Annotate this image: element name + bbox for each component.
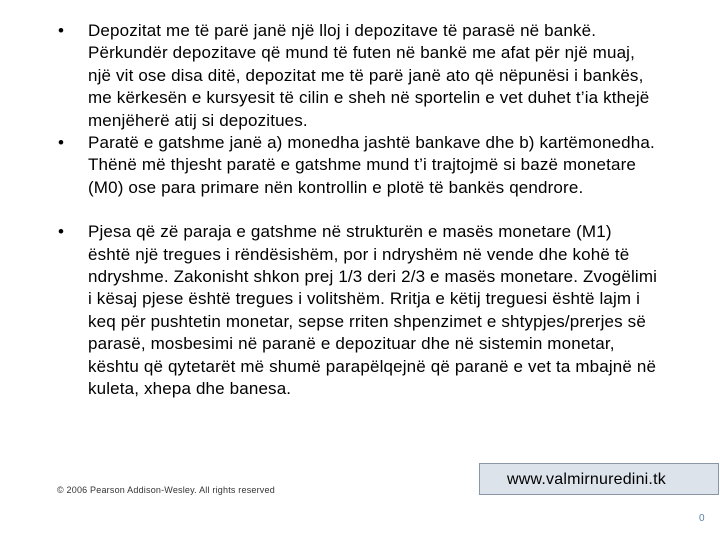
bullet-item-deposits (58, 20, 658, 132)
page-number: 0 (699, 513, 705, 524)
bullet-text: Pjesa që zë paraja e gatshme në strukturën e masës monetare (M1) është një tregues i rëndësishëm, por i ndryshëm në vende dhe kohë të ndryshme. Zakonisht shkon prej 1/3 deri 2/3 e masës monetare. Zvogëlimi i kësaj pjese është tregues i volitshëm. Rritja e këtij treguesi është lajm i keq për pushtetin monetar, sepse rriten shpenzimet e shtypjes/prerjes së parasë, mosbesimi në paranë e depozituar dhe në sistemin monetar, kështu që qytetarët më shumë parapëlqejnë që paranë e vet ta mbajnë në kuleta, xhepa dhe banesa. (88, 222, 658, 399)
bullet-icon: • (58, 133, 65, 153)
footer-copyright: © 2006 Pearson Addison-Wesley. All rights reserved (57, 485, 275, 495)
bullet-item-cash (58, 132, 658, 199)
bullet-list (58, 20, 658, 401)
bullet-text: Depozitat me të parë janë një lloj i depozitave të parasë në bankë. Përkundër depozitave që mund të futen në bankë me afat për një muaj, një vit ose disa ditë, depozitat me të parë janë ato që nëpunësi i bankës, me kërkesën e kursyesit të cilin e sheh në sportelin e vet duhet t’ia kthejë menjëherë atij si depozitues. (88, 21, 650, 130)
url-link[interactable]: www.valmirnuredini.tk (507, 471, 666, 488)
bullet-text: Paratë e gatshme janë a) monedha jashtë bankave dhe b) kartëmonedha. Thënë më thjesht paratë e gatshme mund t’i trajtojmë si bazë monetare (M0) ose para primare nën kontrollin e plotë të bankës qendrore. (88, 133, 655, 197)
bullet-icon: • (58, 21, 65, 40)
bullet-icon: • (58, 222, 65, 242)
bullet-item-cash-share (58, 221, 658, 400)
